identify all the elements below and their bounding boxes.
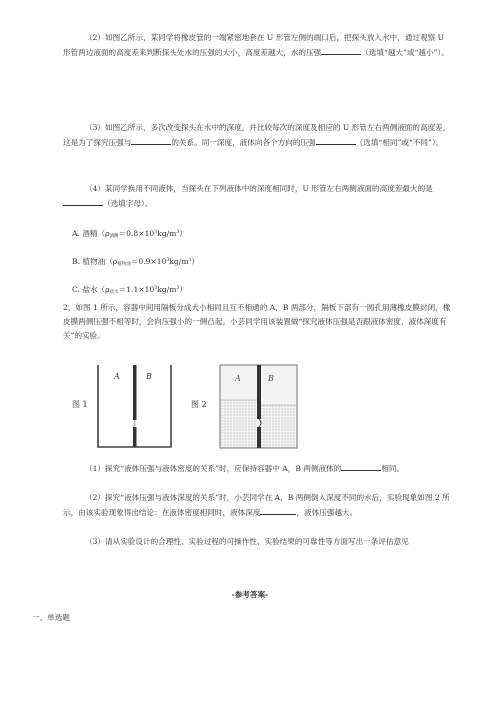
answer-blank	[321, 45, 361, 55]
q2-intro-text: 2、如图 1 所示，容器中间用隔板分成大小相同且互不相通的 A，B 两部分，隔板下部有一圆孔用薄橡皮膜封闭，橡皮膜两侧压强不相等时，会向压强小的一侧凸起。小芸同学用该装置做“探究液体压强是否跟液体密度、液体深度有关”的实验。	[63, 303, 451, 340]
q2-sub1-end: 相同。	[381, 464, 405, 473]
q-part4-text: （4）某同学换用不同液体，当探头在下列液体中的深度相同时，U 形管左右两侧液面的高度差最大的是	[85, 184, 433, 193]
option-b-unit-exp: 3	[188, 258, 192, 263]
option-b-end: ）	[191, 257, 200, 266]
q2-sub1	[63, 461, 453, 476]
section-heading: 一、单选题	[32, 613, 70, 622]
option-b-label: B. 植物油（ρ	[72, 257, 118, 266]
q2-intro	[63, 301, 453, 343]
q-part2	[63, 31, 453, 60]
q-part2-text: （2）如图乙所示，某同学将橡皮管的一端紧密地套在 U 形管左侧的端口后，把探头放入水中，通过观察 U 形管两边液面的高度差来判断探头处水的压强的大小，高度差越大，水的压强	[63, 33, 444, 57]
option-a-unit: kg/m	[157, 229, 177, 238]
q2-sub2-end: ，液体压强越大。	[296, 508, 358, 517]
figure-2-a-label: A	[235, 374, 241, 383]
option-a	[72, 226, 187, 244]
q-part4	[63, 182, 453, 211]
option-c	[72, 282, 187, 300]
option-c-value: ＝1.1×10	[118, 285, 155, 294]
q-part4-hint: （选填字母）。	[103, 199, 153, 208]
option-b	[72, 254, 199, 272]
q2-sub3-text: （3）请从实验设计的合理性、实验过程的可操作性、实验结果的可靠性等方面写出一条评估意见	[85, 537, 409, 546]
option-c-unit-exp: 3	[176, 286, 180, 291]
answer-blank	[63, 196, 103, 206]
q2-sub3	[63, 535, 453, 549]
option-a-label: A. 酒精（ρ	[72, 229, 110, 238]
figure-2-container	[218, 363, 300, 451]
q-part3-hint: （选填“相同”或“不同”）。	[355, 138, 444, 147]
option-c-label: C. 盐水（ρ	[72, 285, 110, 294]
option-a-value: ＝0.8×10	[118, 229, 155, 238]
option-b-exp: 3	[166, 258, 170, 263]
option-b-sub: 植物油	[117, 262, 131, 267]
option-c-sub: 盐水	[109, 290, 119, 295]
answer-title: -参考答案-	[231, 590, 269, 599]
q-part3	[63, 121, 453, 150]
figure-1-b-label: B	[146, 372, 152, 381]
answer-blank	[260, 505, 296, 515]
figure-2-label: 图 2	[191, 400, 207, 409]
q-part2-hint: （选填“越大”或“越小”）。	[361, 48, 449, 57]
option-a-end: ）	[179, 229, 187, 238]
q2-sub2	[63, 491, 453, 520]
figure-1-container	[95, 363, 175, 451]
option-c-exp: 3	[154, 286, 158, 291]
figure-2-b-label: B	[268, 374, 274, 383]
q-part3-text-2: 的关系。同一深度，液体向各个方向的压强	[171, 138, 316, 147]
option-a-unit-exp: 3	[176, 230, 180, 235]
option-b-unit: kg/m	[169, 257, 189, 266]
answer-blank	[316, 135, 356, 145]
answer-blank	[131, 135, 171, 145]
option-a-sub: 酒精	[109, 234, 119, 239]
option-c-unit: kg/m	[157, 285, 177, 294]
option-a-exp: 3	[154, 230, 158, 235]
q-part3-text: （3）如图乙所示，多次改变探头在水中的深度，并比较每次的深度及相应的 U 形管左右两侧液面的高度差，这是为了探究压强与	[63, 123, 451, 147]
option-b-value: ＝0.9×10	[130, 257, 167, 266]
answer-blank	[341, 461, 381, 471]
option-c-end: ）	[179, 285, 187, 294]
q2-sub1-text: （1）探究“液体压强与液体密度的关系”时，应保持容器中 A，B 两侧液体的	[85, 464, 342, 473]
q2-sub2-text: （2）探究“液体压强与液体深度的关系”时，小芸同学在 A，B 两侧倒入深度不同的水后，实验现象如图 2 所示，由该实验现象得出结论：在液体密度相同时，液体深度	[63, 493, 450, 517]
figure-1-a-label: A	[114, 372, 120, 381]
figure-1-label: 图 1	[72, 400, 88, 409]
